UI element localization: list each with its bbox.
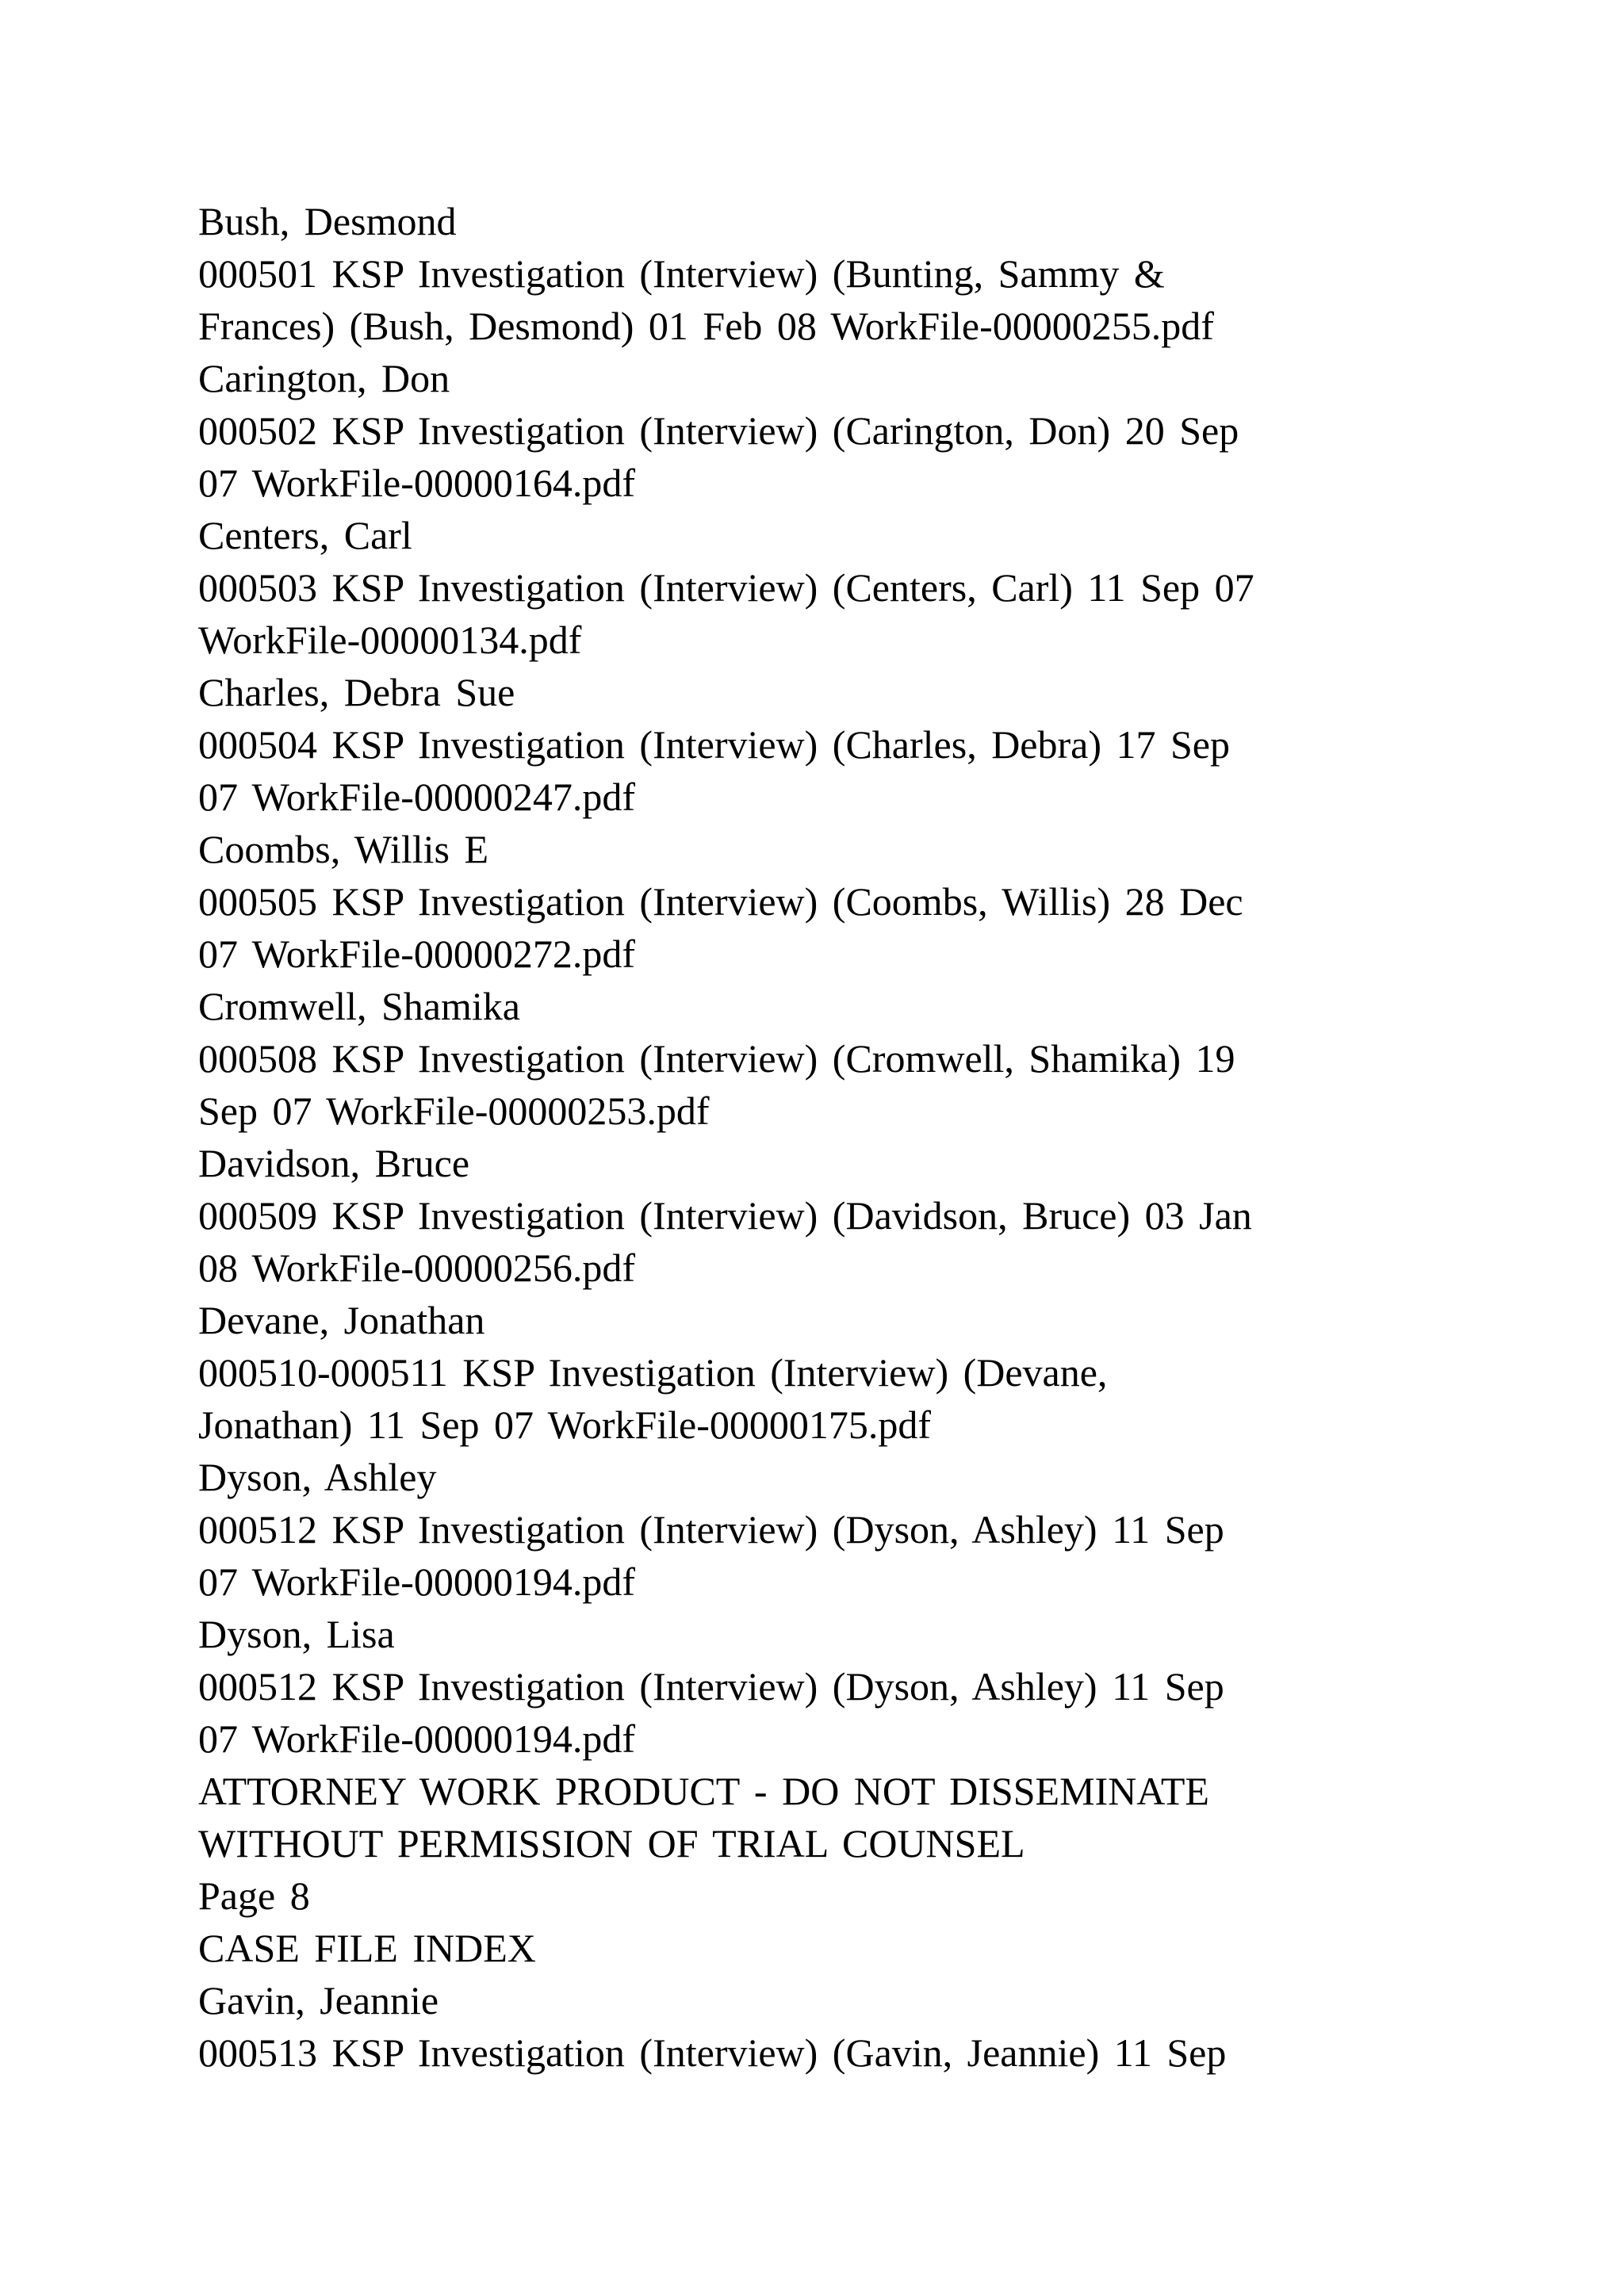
text-line: 07 WorkFile-00000247.pdf: [198, 775, 636, 819]
text-line: 000505 KSP Investigation (Interview) (Coombs, Willis) 28 Dec: [198, 879, 1243, 924]
text-line: 000508 KSP Investigation (Interview) (Cromwell, Shamika) 19: [198, 1036, 1235, 1081]
text-line: Devane, Jonathan: [198, 1298, 485, 1342]
text-line: Centers, Carl: [198, 513, 412, 557]
text-line: 000509 KSP Investigation (Interview) (Davidson, Bruce) 03 Jan: [198, 1193, 1252, 1238]
text-line: 08 WorkFile-00000256.pdf: [198, 1246, 636, 1290]
text-line: Gavin, Jeannie: [198, 1978, 439, 2022]
text-line: CASE FILE INDEX: [198, 1926, 536, 1970]
text-line: 000502 KSP Investigation (Interview) (Carington, Don) 20 Sep: [198, 408, 1239, 453]
text-line: 000504 KSP Investigation (Interview) (Charles, Debra) 17 Sep: [198, 722, 1230, 767]
text-line: 07 WorkFile-00000272.pdf: [198, 932, 636, 976]
text-line: 07 WorkFile-00000194.pdf: [198, 1716, 636, 1761]
text-line: 000501 KSP Investigation (Interview) (Bunting, Sammy &: [198, 251, 1165, 296]
text-line: 07 WorkFile-00000194.pdf: [198, 1559, 636, 1604]
text-line: Charles, Debra Sue: [198, 670, 515, 714]
text-line: 000512 KSP Investigation (Interview) (Dyson, Ashley) 11 Sep: [198, 1507, 1224, 1552]
text-line: Sep 07 WorkFile-00000253.pdf: [198, 1089, 710, 1133]
text-line: 000510-000511 KSP Investigation (Interview) (Devane,: [198, 1350, 1108, 1395]
text-line: 000503 KSP Investigation (Interview) (Centers, Carl) 11 Sep 07: [198, 565, 1254, 610]
case-file-index-text: [198, 195, 1507, 2079]
text-line: Page 8: [198, 1873, 310, 1918]
text-line: Bush, Desmond: [198, 199, 457, 243]
text-line: Dyson, Lisa: [198, 1612, 395, 1656]
text-line: 07 WorkFile-00000164.pdf: [198, 461, 636, 505]
text-line: Jonathan) 11 Sep 07 WorkFile-00000175.pdf: [198, 1402, 932, 1447]
text-line: ATTORNEY WORK PRODUCT - DO NOT DISSEMINATE: [198, 1769, 1209, 1813]
text-line: Dyson, Ashley: [198, 1455, 437, 1499]
text-line: Cromwell, Shamika: [198, 984, 520, 1028]
text-line: 000512 KSP Investigation (Interview) (Dyson, Ashley) 11 Sep: [198, 1664, 1224, 1709]
text-line: WITHOUT PERMISSION OF TRIAL COUNSEL: [198, 1821, 1025, 1866]
text-line: Carington, Don: [198, 356, 450, 400]
text-line: Frances) (Bush, Desmond) 01 Feb 08 WorkFile-00000255.pdf: [198, 304, 1214, 348]
text-line: Davidson, Bruce: [198, 1141, 470, 1185]
text-line: Coombs, Willis E: [198, 827, 489, 871]
text-line: WorkFile-00000134.pdf: [198, 618, 582, 662]
text-line: 000513 KSP Investigation (Interview) (Gavin, Jeannie) 11 Sep: [198, 2030, 1227, 2075]
